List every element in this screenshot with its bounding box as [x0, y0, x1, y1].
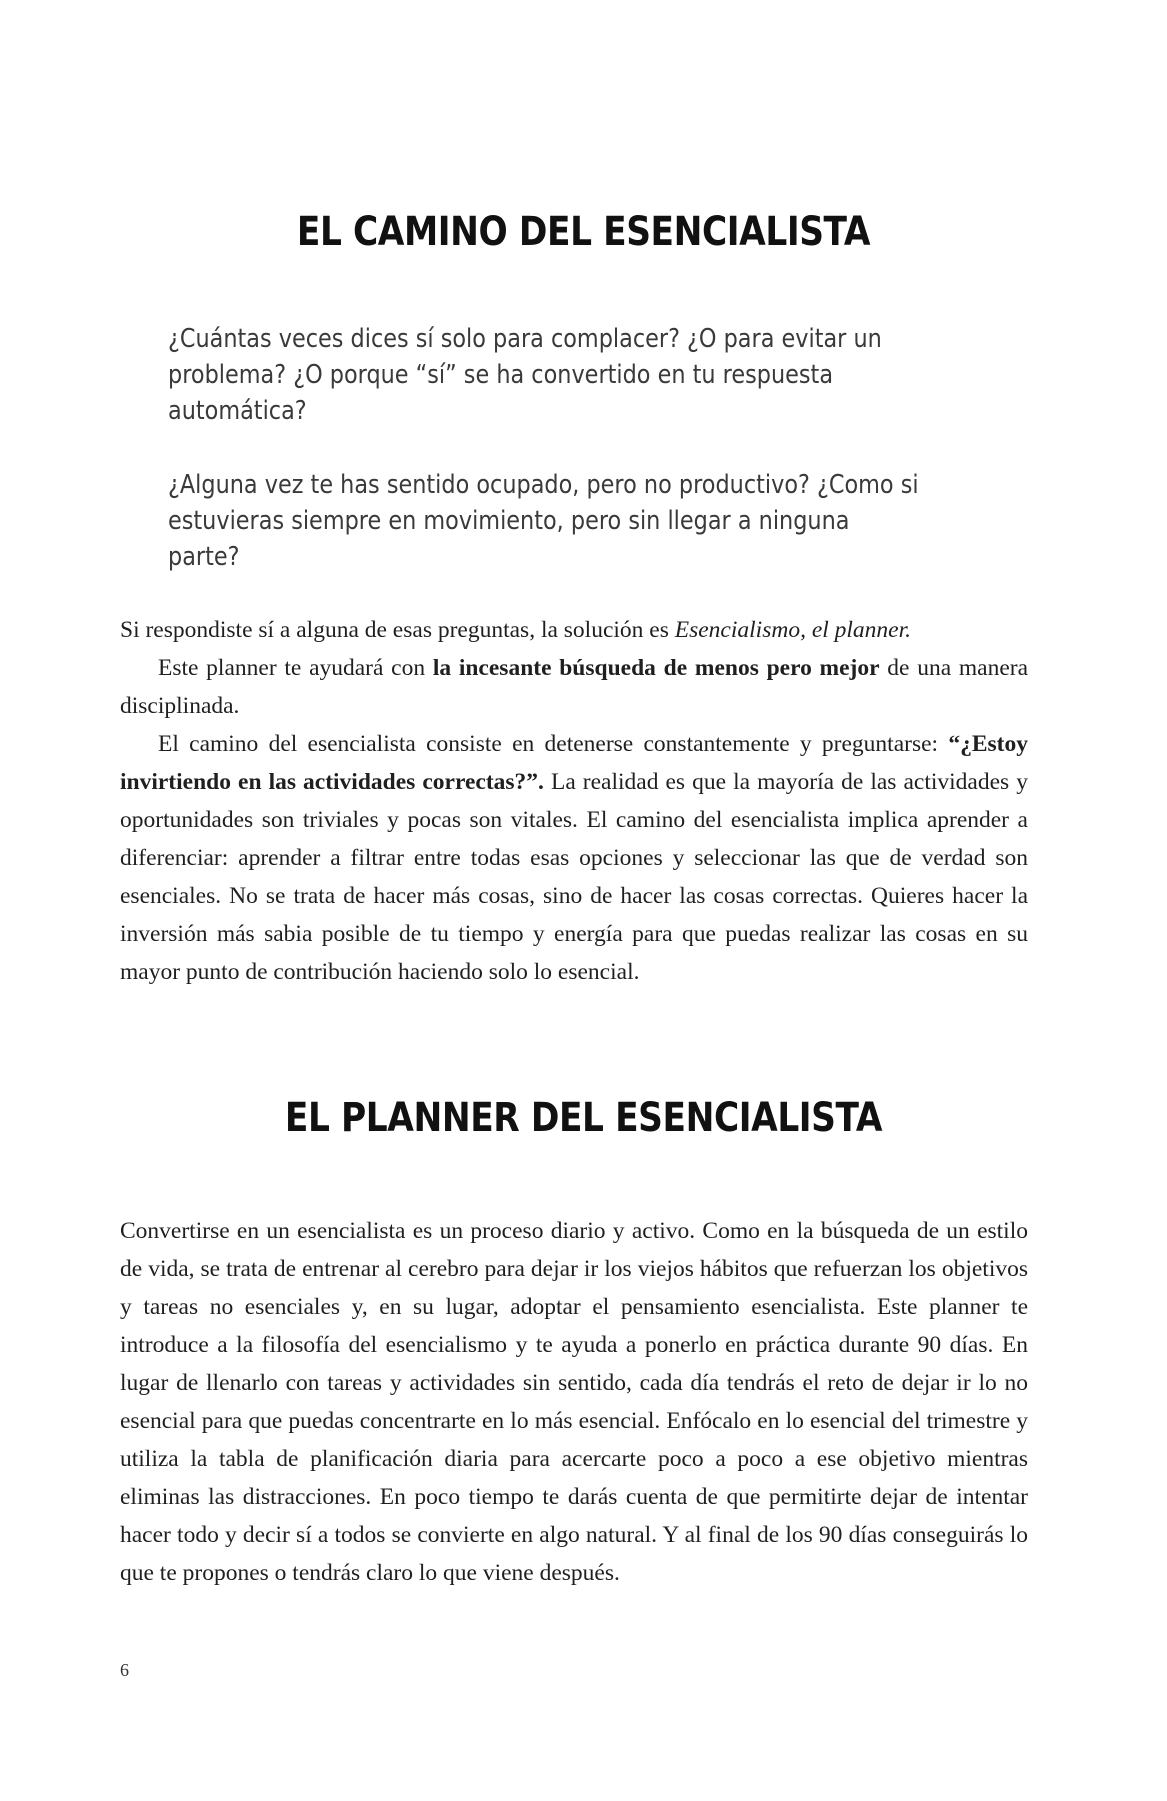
paragraph-text: Si respondiste sí a alguna de esas preguntas, la solución es: [120, 617, 675, 643]
paragraph-text: El camino del esencialista consiste en detenerse constantemente y preguntarse:: [158, 731, 949, 757]
book-title: Esencialismo, el planner.: [674, 617, 912, 643]
intro-question-2: ¿Alguna vez te has sentido ocupado, pero no productivo? ¿Como si estuvieras siempre en movimiento, pero sin llegar a ninguna parte?: [168, 470, 919, 572]
section-heading-camino: EL CAMINO DEL ESENCIALISTA: [296, 209, 871, 255]
paragraph: [120, 611, 1028, 649]
paragraph-text: Este planner te ayudará con: [158, 655, 433, 681]
paragraph: Convertirse en un esencialista es un proceso diario y activo. Como en la búsqueda de un estilo de vida, se trata de entrenar al cerebro para dejar ir los viejos hábitos que refuerzan los objetivos y tareas no esenciales y, en su lugar, adoptar el pensamiento esencialista. Este planner te introduce a la filosofía del esencialismo y te ayuda a ponerlo en práctica durante 90 días. En lugar de llenarlo con tareas y actividades sin sentido, cada día tendrás el reto de dejar ir lo no esencial para que puedas concentrarte en lo más esencial. Enfócalo en lo esencial del trimestre y utiliza la tabla de planificación diaria para acercarte poco a poco a ese objetivo mientras eliminas las distracciones. En poco tiempo te darás cuenta de que permitirte dejar de intentar hacer todo y decir sí a todos se convierte en algo natural. Y al final de los 90 días conseguirás lo que te propones o tendrás claro lo que viene después.: [120, 1218, 1028, 1586]
emphasis: la incesante búsqueda de menos pero mejor: [432, 655, 880, 681]
intro-question-1: ¿Cuántas veces dices sí solo para complacer? ¿O para evitar un problema? ¿O porque “sí” se ha convertido en tu respuesta automática?: [168, 324, 882, 426]
paragraph: [120, 725, 1028, 991]
paragraph-text: de una manera disciplinada.: [120, 655, 1028, 719]
paragraph-text: La realidad es que la mayoría de las actividades y oportunidades son triviales y pocas son vitales. El camino del esencialista implica aprender a diferenciar: aprender a filtrar entre todas esas opciones y seleccionar las que de verdad son esenciales. No se trata de hacer más cosas, sino de hacer las cosas correctas. Quieres hacer la inversión más sabia posible de tu tiempo y energía para que puedas realizar las cosas en su mayor punto de contribución haciendo solo lo esencial.: [120, 769, 1028, 985]
section-body-camino: [120, 611, 1028, 991]
section-body-planner: [120, 1212, 1028, 1592]
emphasis: “¿Estoy invirtiendo en las actividades correctas?”.: [120, 731, 1028, 795]
paragraph: [120, 649, 1028, 725]
page-number: 6: [120, 1660, 129, 1680]
section-heading-planner: EL PLANNER DEL ESENCIALISTA: [284, 1095, 883, 1141]
